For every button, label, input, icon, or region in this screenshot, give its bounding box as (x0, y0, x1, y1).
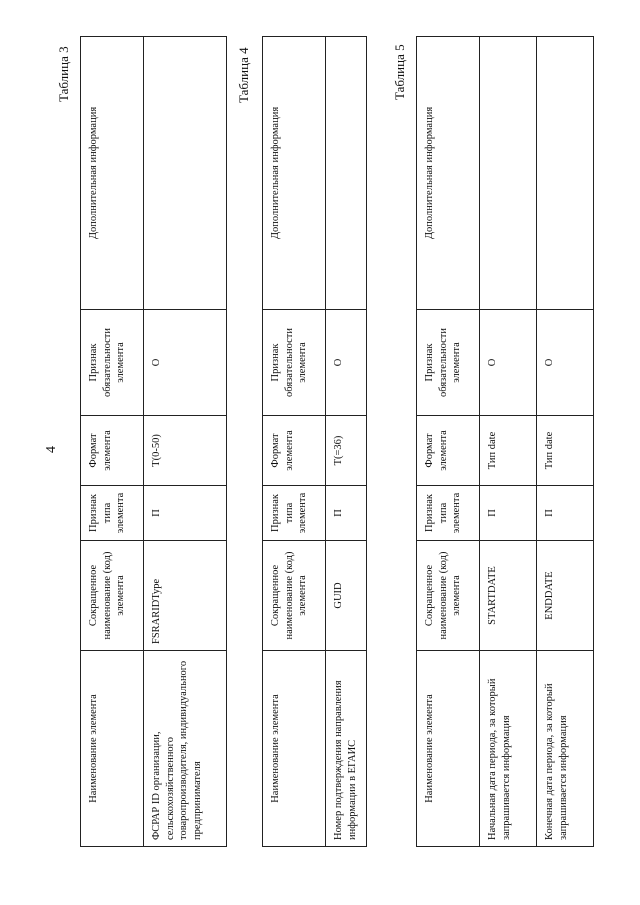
table-row (537, 37, 594, 847)
table-cell: П (326, 486, 367, 541)
table-cell: Тип date (537, 416, 594, 486)
header-cell: Наименование элемента (81, 651, 144, 847)
header-cell: Признак типа элемента (81, 486, 144, 541)
header-cell: Дополнительная информация (263, 37, 326, 310)
header-cell: Формат элемента (417, 416, 480, 486)
table-cell: П (144, 486, 227, 541)
table-cell: GUID (326, 541, 367, 651)
header-cell: Наименование элемента (417, 651, 480, 847)
table-cell: П (537, 486, 594, 541)
table-cell: О (144, 310, 227, 416)
header-cell: Наименование элемента (263, 651, 326, 847)
table-4-caption: Таблица 4 (236, 47, 251, 103)
header-cell: Сокращенное наименование (код) элемента (263, 541, 326, 651)
table-cell: Тип date (480, 416, 537, 486)
table-cell: Начальная дата периода, за который запрашивается информация (480, 651, 537, 847)
header-cell: Сокращенное наименование (код) элемента (81, 541, 144, 651)
header-cell: Признак типа элемента (417, 486, 480, 541)
header-cell: Дополнительная информация (81, 37, 144, 310)
table-cell: ENDDATE (537, 541, 594, 651)
table-5 (416, 36, 594, 847)
table-cell (480, 37, 537, 310)
table-row (480, 37, 537, 847)
table-cell: T(=36) (326, 416, 367, 486)
table-cell (537, 37, 594, 310)
header-cell: Формат элемента (263, 416, 326, 486)
table-header-row (263, 37, 326, 847)
table-4 (262, 36, 367, 847)
header-cell: Сокращенное наименование (код) элемента (417, 541, 480, 651)
table-cell: П (480, 486, 537, 541)
table-cell: О (480, 310, 537, 416)
table-cell: FSRARIDType (144, 541, 227, 651)
header-cell: Дополнительная информация (417, 37, 480, 310)
table-cell: Номер подтверждения направления информации в ЕГАИС (326, 651, 367, 847)
header-cell: Признак обязательности элемента (81, 310, 144, 416)
table-header-row (417, 37, 480, 847)
table-cell: STARTDATE (480, 541, 537, 651)
table-5-caption: Таблица 5 (392, 44, 407, 100)
table-cell: О (326, 310, 367, 416)
table-cell (326, 37, 367, 310)
table-cell: О (537, 310, 594, 416)
header-cell: Признак обязательности элемента (417, 310, 480, 416)
table-cell (144, 37, 227, 310)
table-header-row (81, 37, 144, 847)
header-cell: Формат элемента (81, 416, 144, 486)
table-3-caption: Таблица 3 (56, 46, 71, 102)
table-row (144, 37, 227, 847)
table-3 (80, 36, 227, 847)
table-cell: ФСРАР ID организации, сельскохозяйственного товаропроизводителя, индивидуального предпринимателя (144, 651, 227, 847)
table-cell: Конечная дата периода, за который запрашивается информация (537, 651, 594, 847)
page-number: 4 (44, 446, 59, 453)
table-cell: T(0-50) (144, 416, 227, 486)
table-row (326, 37, 367, 847)
header-cell: Признак обязательности элемента (263, 310, 326, 416)
header-cell: Признак типа элемента (263, 486, 326, 541)
